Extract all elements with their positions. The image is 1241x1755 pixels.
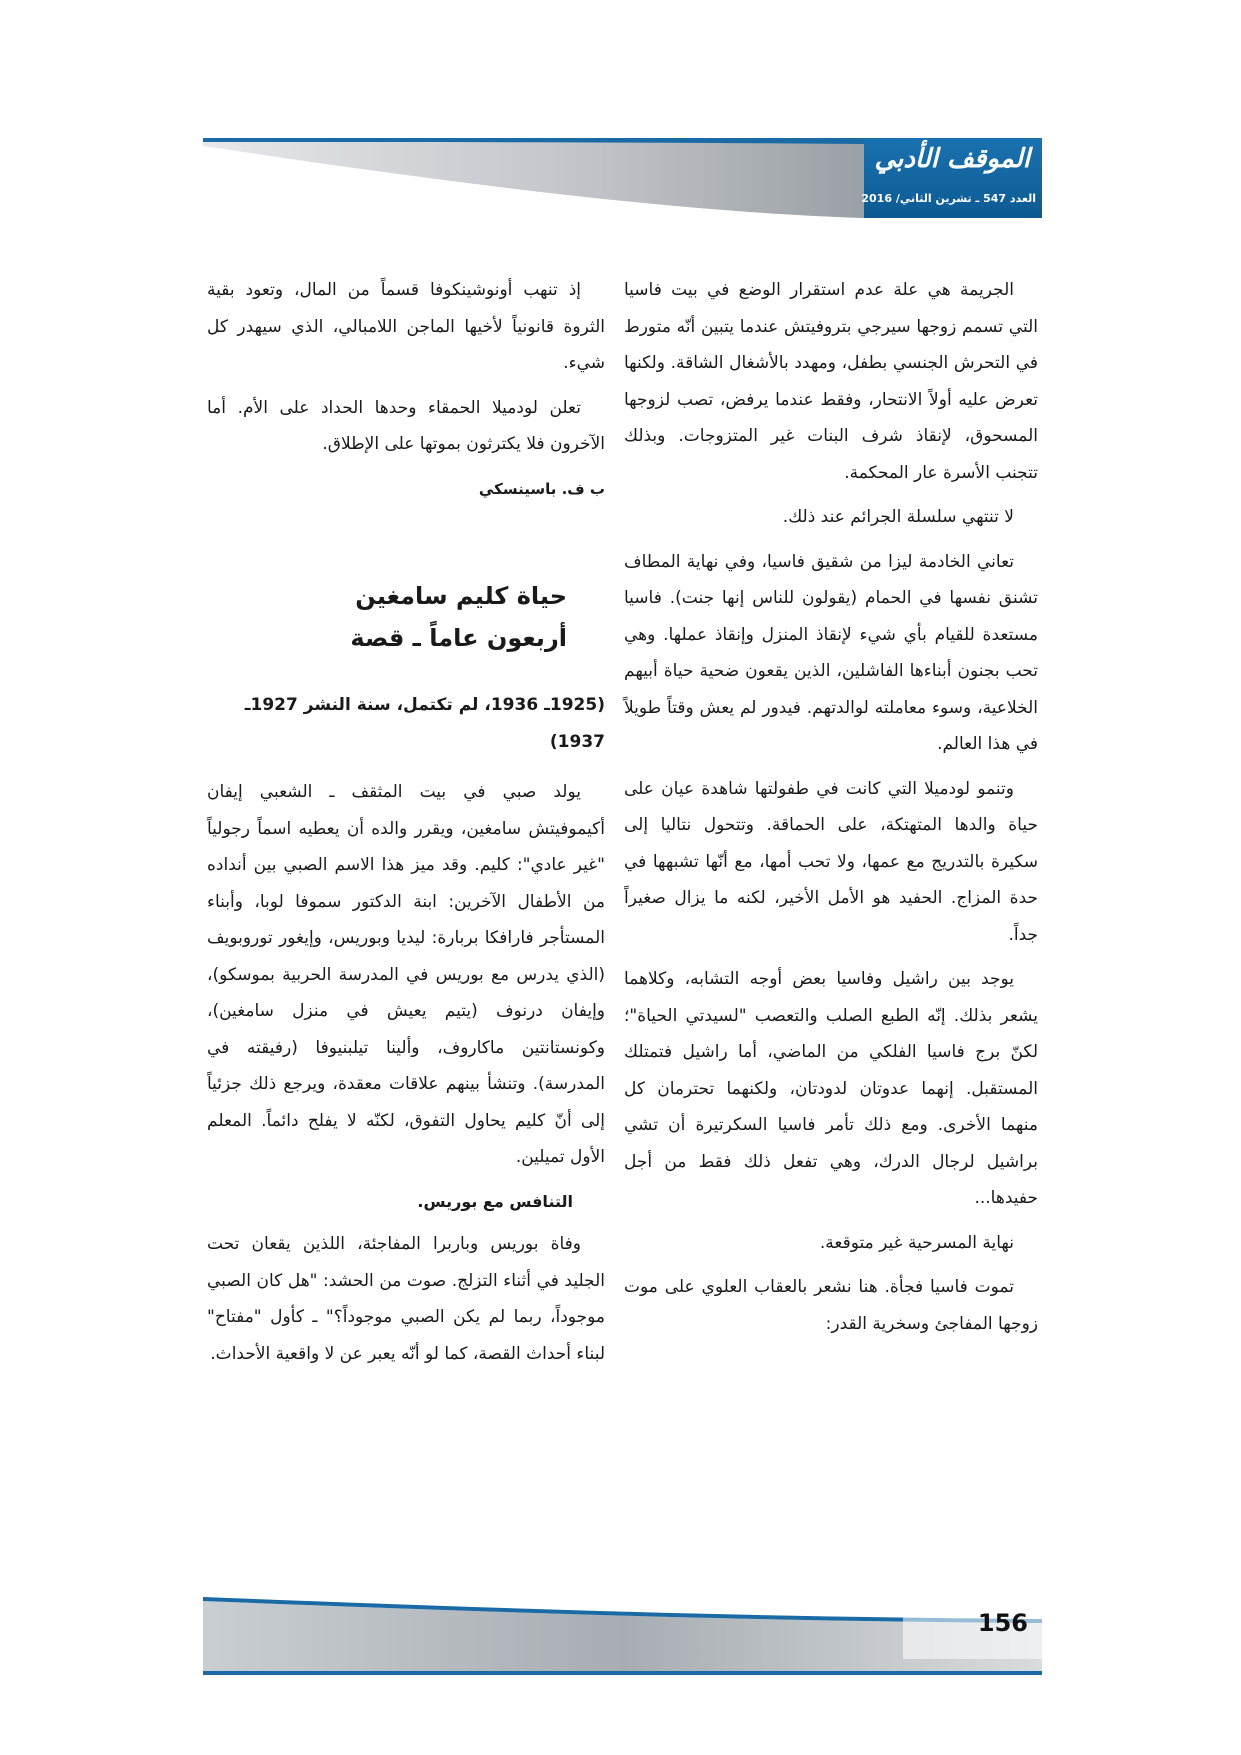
section-heading: التنافس مع بوريس. — [417, 1191, 573, 1211]
paragraph: يوجد بين راشيل وفاسيا بعض أوجه التشابه، وكلاهما يشعر بذلك. إنّه الطبع الصلب والتعصب "لسيدتي الحياة"؛ لكنّ برج فاسيا الفلكي من الماضي، أما راشيل فتمتلك المستقبل. إنهما عدوتان لدودتان، ولكنهما تحترمان كل منهما الأخرى. ومع ذلك تأمر فاسيا السكرتيرة أن تشي براشيل لرجال الدرك، وهي تفعل ذلك فقط من أجل حفيدها... — [624, 969, 1038, 1208]
paragraph: تعاني الخادمة ليزا من شقيق فاسيا، وفي نهاية المطاف تشنق نفسها في الحمام (يقولون للناس إنها جنت). فاسيا مستعدة للقيام بأي شيء لإنقاذ المنزل وإنقاذ عملها. وهي تحب بجنون أبناءها الفاشلين، الذين يقعون ضحية حياة أبيهم الخلاعية، وسوء معاملته لوالدتهم. فيدور لم يعش وقتاً طويلاً في هذا العالم. — [624, 551, 1038, 754]
paragraph: تموت فاسيا فجأة. هنا نشعر بالعقاب العلوي على موت زوجها المفاجئ وسخرية القدر: — [624, 1277, 1038, 1334]
page-number: 156 — [977, 1609, 1028, 1637]
left-column — [207, 272, 605, 1380]
story-subtitle: (1925ـ 1936، لم تكتمل، سنة النشر 1927ـ 1937) — [244, 695, 605, 752]
paragraph: تعلن لودميلا الحمقاء وحدها الحداد على الأم. أما الآخرون فلا يكترثون بموتها على الإطلاق. — [207, 397, 605, 454]
right-column — [624, 272, 1038, 1350]
story-title-line: أربعون عاماً ـ قصة — [350, 624, 567, 652]
paragraph: نهاية المسرحية غير متوقعة. — [819, 1232, 1014, 1253]
story-title — [207, 575, 567, 659]
paragraph: وتنمو لودميلا التي كانت في طفولتها شاهدة عيان على حياة والدها المتهتكة، على الحماقة. وتتحول نتاليا إلى سكيرة بالتدريج مع عمها، ولا تحب أمها، مع أنّها تشبهها في حدة المزاج. الحفيد هو الأمل الأخير، لكنه ما يزال صغيراً جداً. — [624, 778, 1038, 945]
masthead — [861, 138, 1042, 218]
paragraph: يولد صبي في بيت المثقف ـ الشعبي إيفان أكيموفيتش سامغين، ويقرر والده أن يعطيه اسماً رجولياً "غير عادي": كليم. وقد ميز هذا الاسم الصبي بين أنداده من الأطفال الآخرين: ابنة الدكتور سموفا لوبا، وأبناء المستأجر فارافكا بربارة: ليديا وبوريس، وإيغور توروبويف (الذي يدرس مع بوريس في المدرسة الحربية بموسكو)، وإيفان درنوف (يتيم يعيش في منزل سامغين)، وكونستانتين ماكاروف، وألينا تيلبنيوفا (رفيقته في المدرسة). وتنشأ بينهم علاقات معقدة، ويرجع ذلك جزئياً إلى أنّ كليم يحاول التفوق، لكنّه لا يفلح دائماً. المعلم الأول تميلين. — [207, 782, 605, 1167]
paragraph: الجريمة هي علة عدم استقرار الوضع في بيت فاسيا التي تسمم زوجها سيرجي بتروفيتش عندما يتبين أنّه متورط في التحرش الجنسي بطفل، ومهدد بالأشغال الشاقة. ولكنها تعرض عليه أولاً الانتحار، وفقط عندما يرفض، تصب لزوجها المسحوق، لإنقاذ شرف البنات غير المتزوجات. وبذلك تتجنب الأسرة عار المحكمة. — [624, 280, 1038, 483]
paragraph: لا تنتهي سلسلة الجرائم عند ذلك. — [782, 507, 1014, 527]
issue-line: العدد 547 ـ تشرين الثاني/ 2016 — [861, 192, 1036, 205]
story-title-line: حياة كليم سامغين — [355, 582, 567, 610]
author-signature: ب ف. باسينسكي — [478, 479, 605, 498]
footer-band — [203, 1597, 1042, 1675]
paragraph: وفاة بوريس وباربرا المفاجئة، اللذين يقعان تحت الجليد في أثناء التزلج. صوت من الحشد: "هل كان الصبي موجوداً، ربما لم يكن الصبي موجوداً؟" ـ كأول "مفتاح" لبناء أحداث القصة، كما لو أنّه يعبر عن لا واقعية الأحداث. — [207, 1234, 605, 1364]
header-band — [203, 138, 1042, 218]
footer-swoosh — [203, 1597, 1042, 1675]
paragraph: إذ تنهب أونوشينكوفا قسماً من المال، وتعود بقية الثروة قانونياً لأخيها الماجن اللامبالي، الذي سيهدر كل شيء. — [207, 280, 605, 373]
magazine-logo: الموقف الأدبي — [874, 144, 1030, 174]
